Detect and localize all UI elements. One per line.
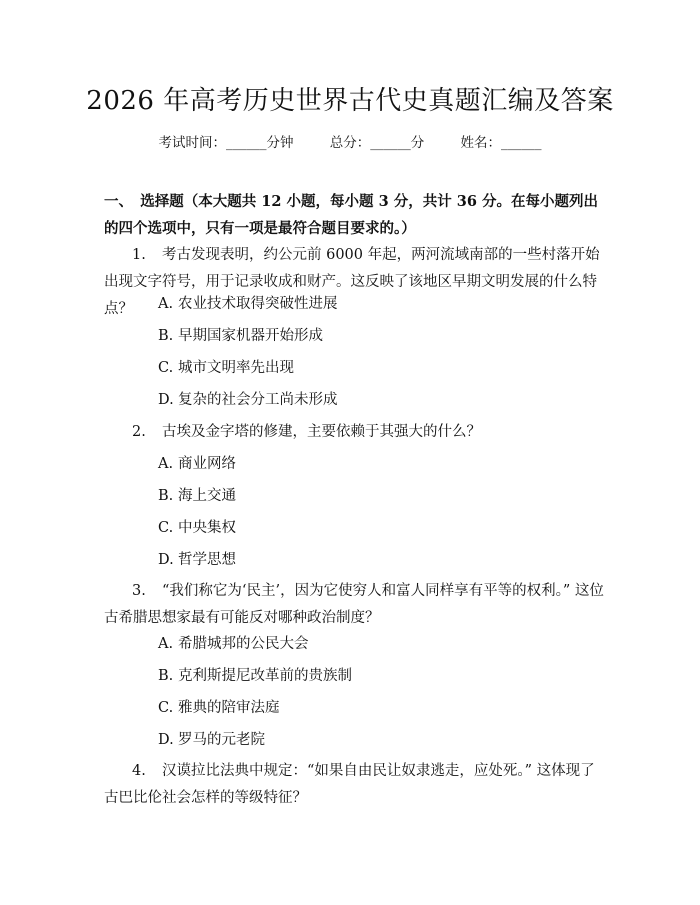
option-letter: B. xyxy=(158,488,174,504)
option-1a xyxy=(158,294,338,314)
option-3d xyxy=(158,730,265,750)
option-text: 克利斯提尼改革前的贵族制 xyxy=(178,668,352,684)
page-title: 2026 年高考历史世界古代史真题汇编及答案 xyxy=(86,86,614,116)
option-text: 雅典的陪审法庭 xyxy=(178,700,280,716)
question-number: 2. xyxy=(132,424,146,440)
option-2c xyxy=(158,518,236,538)
option-letter: A. xyxy=(158,456,174,472)
option-text: 哲学思想 xyxy=(178,552,236,568)
question-number: 1. xyxy=(132,247,146,263)
option-1d xyxy=(158,390,338,410)
option-text: 复杂的社会分工尚未形成 xyxy=(178,392,338,408)
option-text: 海上交通 xyxy=(178,488,236,504)
option-3b xyxy=(158,666,352,686)
section-heading: 一、 选择题（本大题共 12 小题，每小题 3 分，共计 36 分。在每小题列出的四个选项中，只有一项是最符合题目要求的。） xyxy=(104,193,598,237)
question-4 xyxy=(104,758,604,812)
exam-time-field: 考试时间：______分钟 xyxy=(158,135,294,151)
option-text: 早期国家机器开始形成 xyxy=(178,328,323,344)
question-number: 4. xyxy=(132,763,146,779)
option-2a xyxy=(158,454,236,474)
option-letter: D. xyxy=(158,552,174,568)
option-text: 城市文明率先出现 xyxy=(178,360,294,376)
question-text: 古埃及金字塔的修建，主要依赖于其强大的什么？ xyxy=(162,424,481,440)
total-score-field: 总分：______分 xyxy=(329,135,425,151)
question-number: 3. xyxy=(132,583,146,599)
option-letter: C. xyxy=(158,700,174,716)
option-2d xyxy=(158,550,236,570)
option-letter: D. xyxy=(158,392,174,408)
option-text: 农业技术取得突破性进展 xyxy=(178,296,338,312)
question-text: “我们称它为‘民主’，因为它使穷人和富人同样享有平等的权利。” 这位古希腊思想家最有可能反对哪种政治制度？ xyxy=(104,583,604,626)
question-text: 汉谟拉比法典中规定：“如果自由民让奴隶逃走，应处死。” 这体现了古巴比伦社会怎样的等级特征？ xyxy=(104,763,595,806)
question-3 xyxy=(104,578,604,632)
question-text: 考古发现表明，约公元前 6000 年起，两河流域南部的一些村落开始出现文字符号，用于记录收成和财产。这反映了该地区早期文明发展的什么特点？ xyxy=(104,247,600,317)
option-text: 中央集权 xyxy=(178,520,236,536)
option-letter: A. xyxy=(158,636,174,652)
question-2 xyxy=(104,419,604,446)
option-letter: D. xyxy=(158,732,174,748)
exam-info xyxy=(0,131,700,151)
option-2b xyxy=(158,486,236,506)
option-letter: C. xyxy=(158,520,174,536)
option-text: 商业网络 xyxy=(178,456,236,472)
option-letter: B. xyxy=(158,328,174,344)
option-letter: A. xyxy=(158,296,174,312)
option-1b xyxy=(158,326,323,346)
option-text: 希腊城邦的公民大会 xyxy=(178,636,309,652)
option-1c xyxy=(158,358,294,378)
option-letter: C. xyxy=(158,360,174,376)
student-name-field: 姓名：______ xyxy=(460,135,542,151)
option-letter: B. xyxy=(158,668,174,684)
option-3a xyxy=(158,634,309,654)
option-3c xyxy=(158,698,280,718)
option-text: 罗马的元老院 xyxy=(178,732,265,748)
